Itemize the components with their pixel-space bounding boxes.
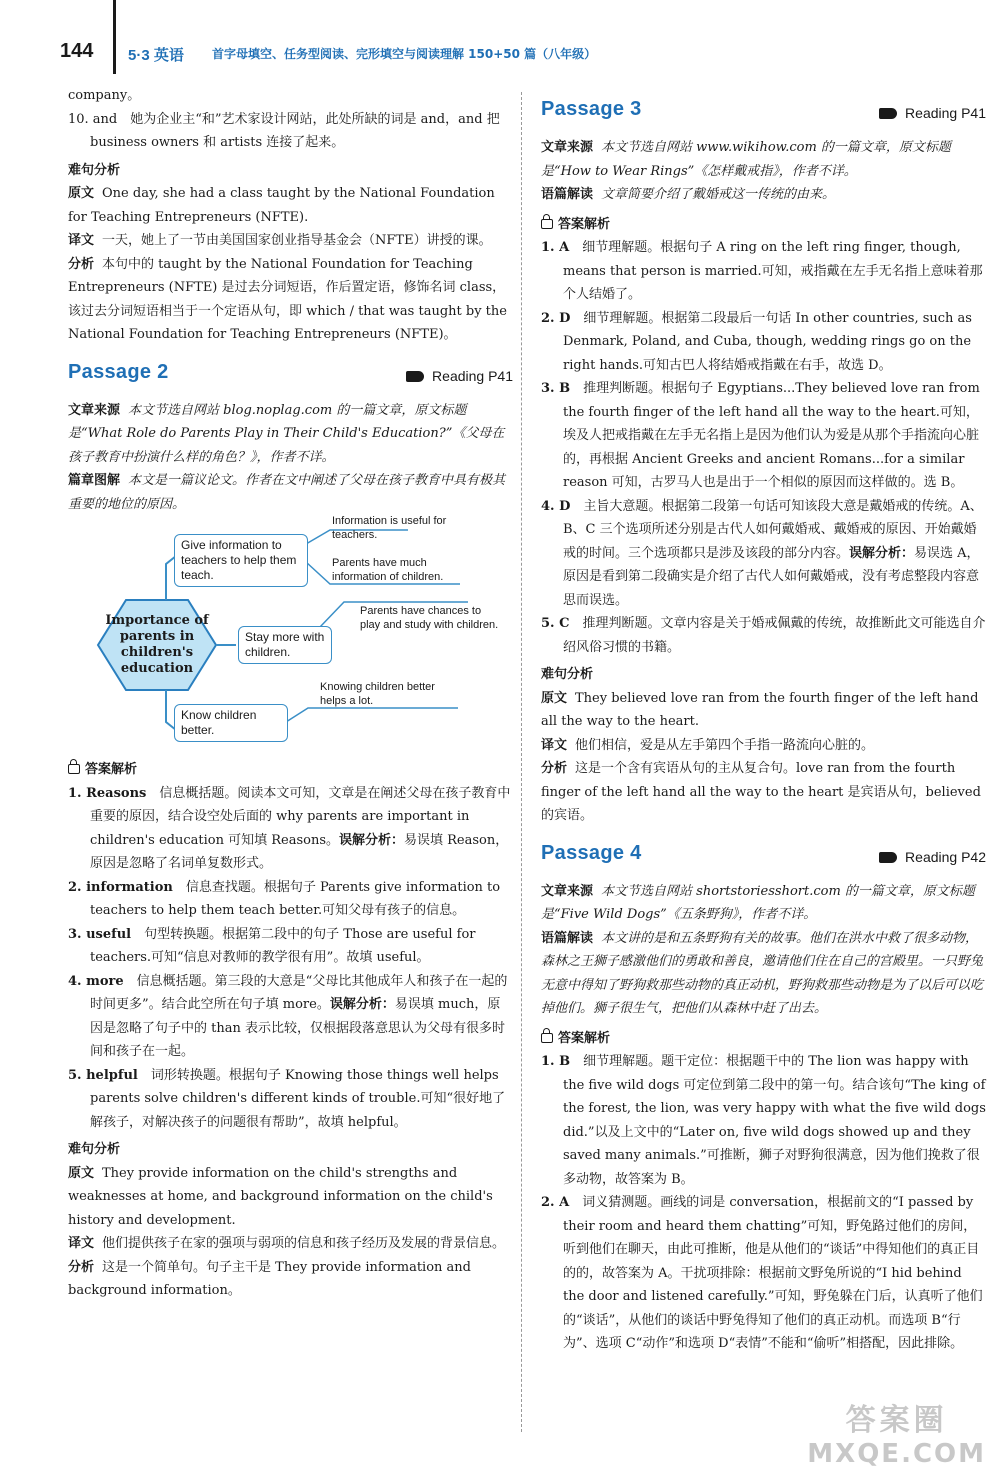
diagram-note: Parents have chances to play and study with children. [360, 605, 499, 631]
yuanwen-label: 原文 [68, 186, 95, 201]
answer-item [541, 612, 986, 659]
pointing-hand-icon [406, 371, 424, 382]
jiedu-label: 语篇解读 [541, 187, 594, 202]
jiedu-para [541, 183, 986, 207]
answer-key: 5. helpful [68, 1067, 138, 1083]
mind-map-diagram [68, 515, 513, 752]
answer-item [541, 377, 986, 495]
section-heading: 难句分析 [541, 667, 594, 682]
answer-key: 5. C [541, 616, 570, 631]
reading-ref-text: Reading P41 [905, 105, 986, 121]
source-text: 本文节选自网站 www.wikihow.com 的一篇文章，原文标题是“How to Wear Rings”《怎样戴戒指》，作者不详。 [541, 140, 951, 179]
source-label: 文章来源 [541, 883, 594, 899]
fenxi-para [68, 253, 513, 347]
yiwen-label: 译文 [68, 1236, 95, 1251]
error-text: 易误填 Reason，原因是忽略了名词单复数形式。 [90, 832, 509, 871]
answer-key: 1. Reasons [68, 785, 147, 801]
answer-key: 2. information [68, 879, 173, 895]
answer-text: 推理判断题。根据句子 Egyptians...They believed love ran from the fourth finger of the left hand all the way to the heart.可知，埃及人把戒指戴在左手无名指上是因为他们认为爱是从那个手指流向心脏的，再根据 Ancient Greeks and ancient Romans...for a similar reason 可知，古罗马人也是出于一个相似的原因而这样做的。选 B。 [563, 381, 980, 490]
section-heading: 难句分析 [68, 1142, 121, 1157]
source-label: 文章来源 [541, 140, 594, 155]
reading-ref-text: Reading P41 [432, 367, 513, 384]
source-para [541, 880, 986, 927]
tujie-label: 篇章图解 [68, 473, 121, 488]
answer-key: 4. D [541, 498, 571, 514]
jiedu-text: 文章简要介绍了戴婚戒这一传统的由来。 [601, 187, 836, 202]
diagram-center-label: Importance of parents in children's education [105, 613, 209, 676]
fenxi-para [541, 757, 986, 828]
error-label: 误解分析： [329, 997, 395, 1012]
yiwen-para [68, 1232, 513, 1256]
fenxi-label: 分析 [68, 1259, 95, 1275]
answers-heading [541, 1027, 986, 1051]
lock-icon [541, 1033, 553, 1043]
diagram-node: Know children better. [174, 704, 288, 742]
answer-text: 主旨大意题。根据第二段第一句话可知该段大意是戴婚戒的传统。A、B、C 三个选项所述分别是古代人如何戴婚戒、戴婚戒的原因、开始戴婚戒的时间。三个选项都只是涉及该段的部分内容。 [563, 498, 983, 561]
answer-text: 词义猜测题。画线的词是 conversation，根据前文的“I passed by their room and heard them chatting”可知，野兔路过他们的房间，听到他们在聊天，由此可推断，他是从他们的“谈话”中得知他们的真正目的的，故答案为 A。干扰项排除：根据前文野兔所说的“I hid behind the door and listened carefully.”可知，野兔躲在门后，认真听了他们的“谈话”，从他们的谈话中野兔得知了他们的真正动机。而选项 B“行为”、选项 C“动作”和选项 D“表情”不能和“偷听”相搭配，因此排除。 [563, 1195, 983, 1351]
answer-text: 词形转换题。根据句子 Knowing those things well helps parents solve children's different kinds of trouble.可知“很好地了解孩子，对解决孩子的问题很有帮助”，故填 helpful。 [90, 1067, 506, 1130]
answer-text: 细节理解题。题干定位：根据题干中的 The lion was happy with the five wild dogs 可定位到第二段中的第一句。结合该句“The king of the forest, the lion, was very happy with what the five wild dogs did.”以及上文中的“Later on, five wild dogs showed up and they saved many animals.”可推断，狮子对野狗很满意，因为他们挽救了很多动物，故答案为 B。 [563, 1054, 986, 1187]
answer-item [541, 236, 986, 307]
jiedu-text: 本文讲的是和五条野狗有关的故事。他们在洪水中救了很多动物，森林之王狮子感激他们的勇敢和善良，邀请他们住在自己的宫殿里。一只野兔无意中得知了野狗救那些动物的真正动机，野狗救那些动物是为了以后可以吃掉他们。狮子很生气，把他们从森林中赶了出去。 [541, 930, 984, 1016]
reading-ref-text: Reading P42 [905, 848, 986, 865]
answer-item [68, 970, 513, 1064]
tujie-text: 本文是一篇议论文。作者在文中阐述了父母在孩子教育中具有极其重要的地位的原因。 [68, 473, 506, 512]
left-column [68, 84, 513, 1303]
fenxi-text: 这是一个简单句。句子主干是 They provide information and background information。 [68, 1259, 471, 1298]
yuanwen-label: 原文 [68, 1165, 95, 1181]
diagram-node: Stay more with children. [238, 626, 332, 664]
right-column [541, 84, 986, 1356]
yuanwen-text: One day, she had a class taught by the National Foundation for Teaching Entrepreneurs (NFTE). [68, 186, 495, 225]
answer-text: 信息概括题。第三段的大意是“父母比其他成年人和孩子在一起的时间更多”。结合此空所在句子填 more。 [90, 973, 508, 1012]
jiedu-label: 语篇解读 [541, 930, 594, 946]
answer-item [541, 1050, 986, 1191]
source-para [68, 399, 513, 470]
yuanwen-label: 原文 [541, 690, 568, 706]
answer-key: 2. D [541, 310, 571, 326]
fenxi-text: 本句中的 taught by the National Foundation for Teaching Entrepreneurs (NFTE) 是过去分词短语，作后置定语，修饰名词 class，该过去分词短语相当于一个定语从句，即 which / that was taught by the National Foundation for Teaching Entrepreneurs (NFTE)。 [68, 256, 507, 342]
page-number: 144 [60, 40, 94, 62]
diagram-note: Information is useful for teachers. [332, 515, 447, 541]
answer-text: 句型转换题。根据第二段中的句子 Those are useful for teachers.可知“信息对教师的教学很有用”。故填 useful。 [90, 926, 476, 965]
text-line: 10. and 她为企业主“和”艺术家设计网站，此处所缺的词是 and，and 把 business owners 和 artists 连接了起来。 [68, 111, 500, 150]
fenxi-text: 这是一个含有宾语从句的主从复合句。love ran from the fourth finger of the left hand all the way to the heart 是宾语从句，believed 的宾语。 [541, 761, 981, 823]
source-text: 本文节选自网站 blog.noplag.com 的一篇文章，原文标题是“What Role do Parents Play in Their Child's Education?”《父母在孩子教育中扮演什么样的角色？》，作者不详。 [68, 402, 505, 465]
passage-2-header [68, 357, 513, 393]
source-para [541, 136, 986, 183]
answer-key: 1. A [541, 240, 570, 255]
yiwen-para [541, 734, 986, 758]
source-label: 文章来源 [68, 402, 121, 418]
watermark-line: MXQE.COM [807, 1439, 986, 1469]
reading-ref [879, 102, 986, 126]
answer-text: 推理判断题。文章内容是关于婚戒佩戴的传统，故推断此文可能选自介绍风俗习惯的书籍。 [563, 616, 986, 655]
answer-item [541, 1191, 986, 1356]
pointing-hand-icon [879, 108, 897, 119]
page-header [60, 38, 960, 74]
answer-key: 3. B [541, 381, 571, 396]
answer-text: 信息概括题。阅读本文可知，文章是在阐述父母在孩子教育中重要的原因，结合设空处后面的 why parents are important in children's education 可知填 Reasons。 [90, 785, 511, 848]
diagram-note: Parents have much information of children. [332, 557, 444, 583]
error-text: 易误选 A，原因是看到第二段确实是介绍了古代人如何戴婚戒，没有考虑整段内容意思而误选。 [563, 545, 980, 608]
passage-4-header [541, 838, 986, 874]
yiwen-para [68, 229, 513, 253]
fenxi-label: 分析 [541, 761, 568, 776]
header-bar [113, 0, 116, 74]
section-heading: 难句分析 [68, 162, 121, 178]
error-label: 误解分析： [849, 545, 915, 561]
answer-item [68, 1064, 513, 1135]
yuanwen-para [68, 182, 513, 229]
yiwen-text: 一天，她上了一节由美国国家创业指导基金会（NFTE）讲授的课。 [102, 233, 492, 248]
yiwen-label: 译文 [541, 737, 568, 753]
answers-heading [68, 758, 513, 782]
yiwen-text: 他们相信，爱是从左手第四个手指一路流向心脏的。 [575, 737, 875, 753]
fenxi-label: 分析 [68, 256, 95, 272]
answers-heading-text: 答案解析 [558, 1030, 611, 1046]
column-divider [521, 92, 522, 1432]
yiwen-text: 他们提供孩子在家的强项与弱项的信息和孩子经历及发展的背景信息。 [102, 1236, 506, 1251]
note-line [286, 708, 458, 722]
watermark-line: 答案圈 [845, 1403, 948, 1438]
answers-heading [541, 213, 986, 237]
yuanwen-text: They believed love ran from the fourth finger of the left hand all the way to the heart. [541, 690, 979, 729]
pointing-hand-icon [879, 852, 897, 863]
answer-item [541, 495, 986, 613]
answer-text: 细节理解题。根据第二段最后一句话 In other countries, such as Denmark, Poland, and Cuba, though, wedding rings go on the right hands.可知古巴人将结婚戒指戴在右手，故选 D。 [563, 310, 972, 373]
yiwen-label: 译文 [68, 233, 95, 248]
yuanwen-para [68, 1162, 513, 1233]
lock-icon [541, 219, 553, 229]
source-text: 本文节选自网站 shortstoriesshort.com 的一篇文章，原文标题是“Five Wild Dogs”《五条野狗》，作者不详。 [541, 883, 975, 922]
tujie-para [68, 469, 513, 516]
brand-label: 5·3 英语 [128, 47, 184, 64]
answer-item [541, 307, 986, 378]
jiedu-para [541, 927, 986, 1021]
answers-heading-text: 答案解析 [558, 216, 611, 232]
answer-item [68, 923, 513, 970]
passage-3-header [541, 94, 986, 130]
lock-icon [68, 764, 80, 774]
answer-item [68, 876, 513, 923]
passage-title: Passage 2 [68, 360, 169, 383]
passage-title: Passage 4 [541, 841, 642, 864]
answer-key: 1. B [541, 1054, 571, 1069]
answer-key: 4. more [68, 973, 124, 989]
yuanwen-para [541, 687, 986, 734]
error-label: 误解分析： [339, 832, 405, 848]
error-text: 易误填 much，原因是忽略了句子中的 than 表示比较，仅根据段落意思认为父母有很多时间和孩子在一起。 [90, 997, 505, 1059]
reading-ref [879, 846, 986, 870]
passage-title: Passage 3 [541, 98, 642, 120]
diagram-note: Knowing children better helps a lot. [320, 681, 435, 707]
answer-text: 信息查找题。根据句子 Parents give information to teachers to help them teach better.可知父母有孩子的信息。 [90, 879, 501, 918]
yuanwen-text: They provide information on the child's strengths and weaknesses at home, and background information on the child's history and development. [68, 1165, 493, 1228]
diagram-node: Give information to teachers to help them teach. [174, 534, 308, 587]
answers-heading-text: 答案解析 [85, 762, 138, 777]
reading-ref [406, 365, 513, 389]
watermark-logo [807, 1395, 986, 1469]
text-line: company。 [68, 88, 141, 103]
answer-key: 2. A [541, 1195, 570, 1210]
fenxi-para [68, 1256, 513, 1303]
book-subtitle: 首字母填空、任务型阅读、完形填空与阅读理解 150+50 篇（八年级） [212, 47, 597, 61]
answer-item [68, 782, 513, 876]
answer-key: 3. useful [68, 926, 132, 942]
answer-text: 细节理解题。根据句子 A ring on the left ring finger, though, means that person is married.可知，戒指戴在左手无名指上意味着那个人结婚了。 [563, 240, 983, 302]
